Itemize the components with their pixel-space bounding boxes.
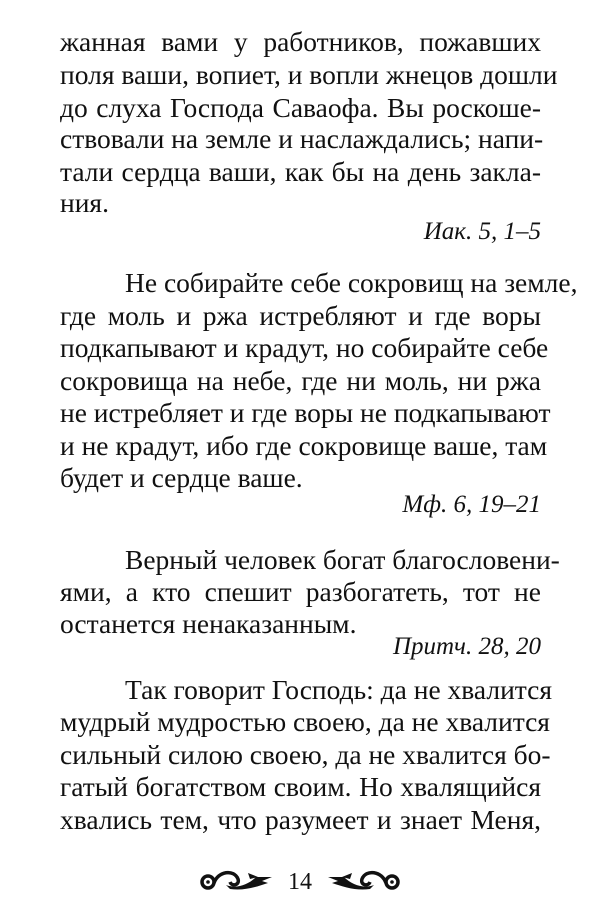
left-ornament-icon — [200, 867, 274, 898]
scripture-reference: Мф. 6, 19–21 — [402, 491, 541, 518]
text-line: хвались тем, что разумеет и знает Меня, — [60, 804, 541, 835]
scripture-reference: Притч. 28, 20 — [392, 633, 541, 660]
text-line: жанная вами у работников, пожавших — [60, 26, 541, 57]
scripture-reference: Иак. 5, 1–5 — [423, 218, 541, 245]
text-line: сильный силою своею, да не хвалится бо- — [60, 739, 551, 770]
text-line: мудрый мудростью своею, да не хвалится — [60, 706, 550, 737]
text-line: подкапывают и крадут, но собирайте себе — [60, 332, 549, 363]
text-line: не истребляет и где воры не подкапывают — [60, 397, 551, 428]
text-line: и не крадут, ибо где сокровище ваше, там — [60, 430, 548, 461]
text-line: Верный человек богат благословени- — [125, 544, 560, 575]
text-line: Так говорит Господь: да не хвалится — [125, 674, 552, 705]
text-line: будет и сердце ваше. — [60, 462, 303, 493]
text-line: ями, а кто спешит разбогатеть, тот не — [60, 576, 541, 607]
text-line: где моль и ржа истребляют и где воры — [60, 300, 541, 331]
page-footer — [0, 862, 600, 902]
text-line: ния. — [60, 187, 109, 218]
text-line: тали сердца ваши, как бы на день закла- — [60, 156, 541, 187]
text-line: до слуха Господа Саваофа. Вы роскоше- — [60, 92, 541, 123]
page-number: 14 — [288, 869, 312, 895]
text-line: гатый богатством своим. Но хвалящийся — [60, 771, 541, 802]
text-line: останется ненаказанным. — [60, 608, 357, 639]
text-line: ствовали на земле и наслаждались; напи- — [60, 123, 544, 154]
text-line: Не собирайте себе сокровищ на земле, — [125, 267, 578, 298]
text-line: сокровища на небе, где ни моль, ни ржа — [60, 365, 541, 396]
text-line: поля ваши, вопиет, и вопли жнецов дошли — [60, 59, 558, 90]
right-ornament-icon — [326, 867, 400, 898]
